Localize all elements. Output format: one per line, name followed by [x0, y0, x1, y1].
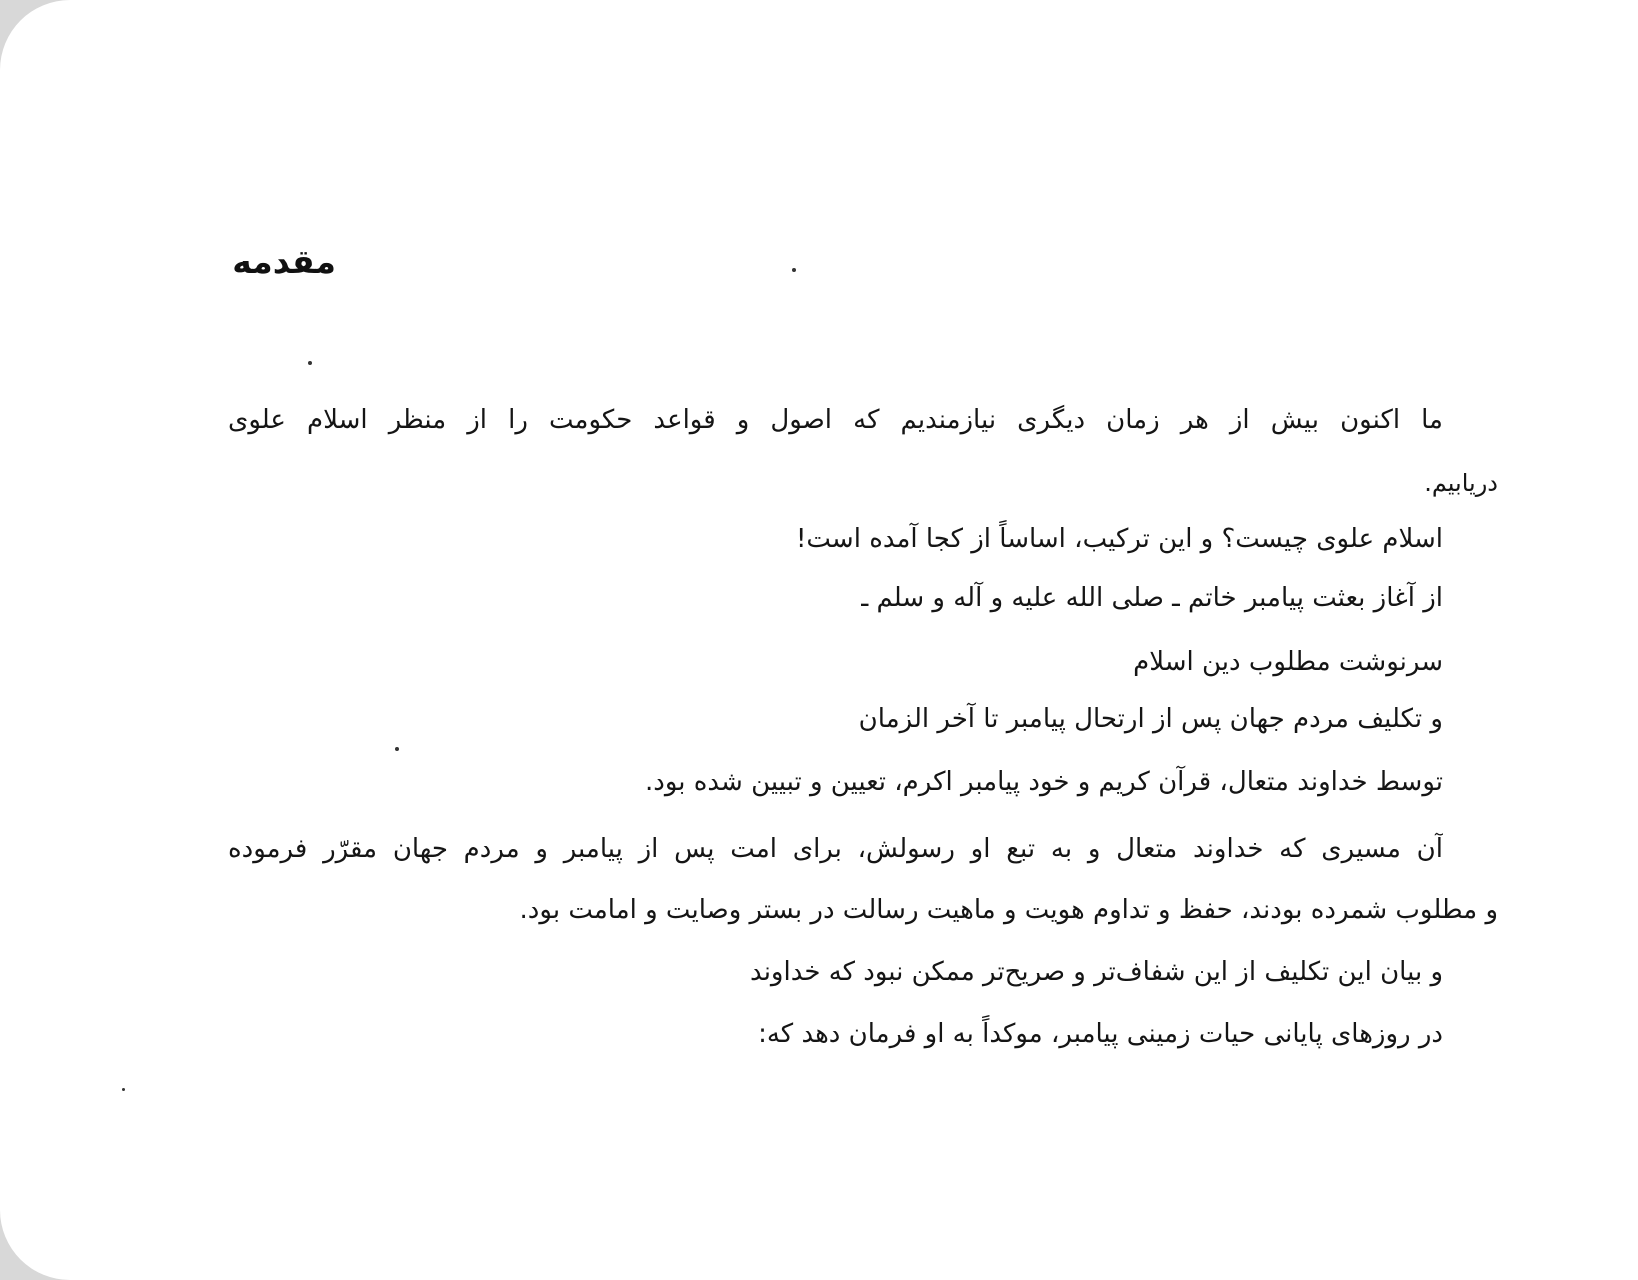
text-line: از آغاز بعثت پیامبر خاتم ـ صلی الله علیه و آله و سلم ـ: [860, 583, 1443, 613]
text-line: و مطلوب شمرده بودند، حفظ و تداوم هویت و ماهیت رسالت در بستر وصایت و امامت بود.: [519, 895, 1498, 925]
page-title: مقدمه: [232, 242, 336, 281]
text-line: دریابیم.: [1424, 469, 1498, 497]
text-line: آن مسیری که خداوند متعال و به تبع او رسولش، برای امت پس از پیامبر و مردم جهان مقرّر فرموده: [228, 834, 1443, 864]
text-line: ما اکنون بیش از هر زمان دیگری نیازمندیم که اصول و قواعد حکومت را از منظر اسلام علوی: [228, 405, 1443, 435]
text-line: سرنوشت مطلوب دین اسلام: [1133, 647, 1443, 677]
text-line: اسلام علوی چیست؟ و این ترکیب، اساساً از کجا آمده است!: [795, 524, 1443, 554]
text-line: و تکلیف مردم جهان پس از ارتحال پیامبر تا آخر الزمان: [858, 704, 1443, 734]
text-line: در روزهای پایانی حیات زمینی پیامبر، موکداً به او فرمان دهد که:: [758, 1019, 1443, 1049]
text-line: و بیان این تکلیف از این شفاف‌تر و صریح‌تر ممکن نبود که خداوند: [750, 957, 1443, 987]
text-line: توسط خداوند متعال، قرآن کریم و خود پیامبر اکرم، تعیین و تبیین شده بود.: [645, 767, 1443, 797]
